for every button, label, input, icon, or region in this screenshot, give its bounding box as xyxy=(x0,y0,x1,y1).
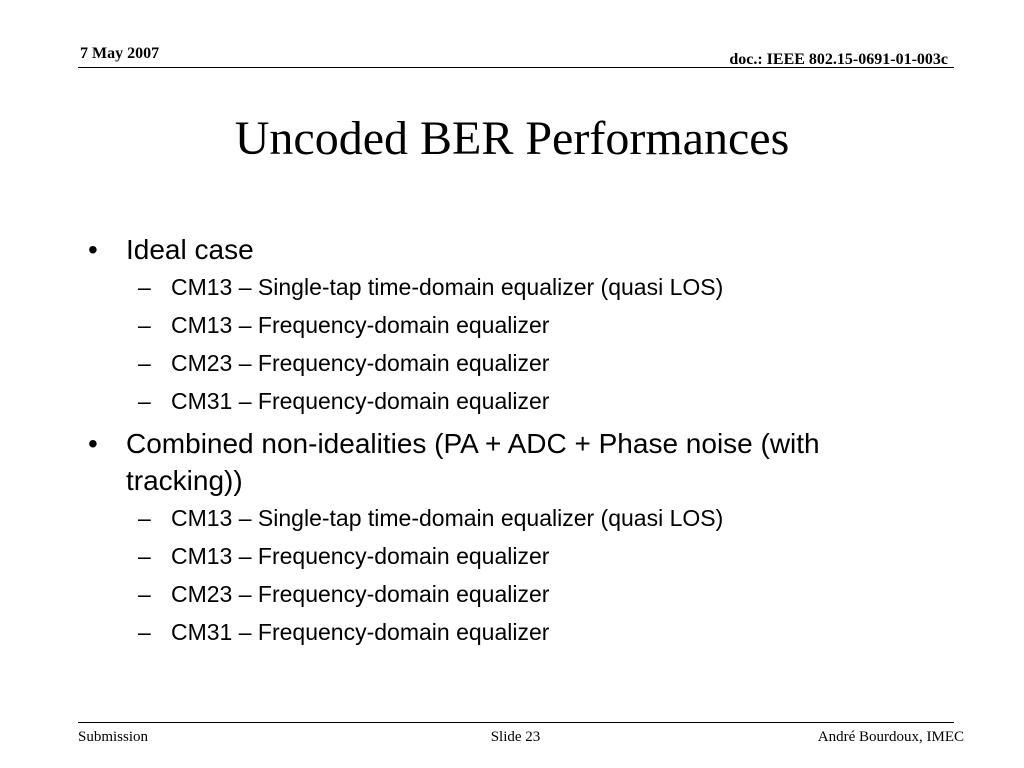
slide-title: Uncoded BER Performances xyxy=(234,112,790,165)
sub-item-text: CM23 – Frequency-domain equalizer xyxy=(171,581,550,607)
bullet-item xyxy=(88,425,918,499)
dash-icon: – xyxy=(138,274,151,300)
dash-icon: – xyxy=(138,505,151,531)
dash-icon: – xyxy=(138,350,151,376)
sub-item xyxy=(88,613,918,651)
dash-icon: – xyxy=(138,619,151,645)
sub-item-text: CM31 – Frequency-domain equalizer xyxy=(171,388,550,414)
footer-rule xyxy=(78,722,954,723)
sub-item xyxy=(88,344,918,382)
bullet-dot-icon: • xyxy=(88,234,98,265)
sub-list xyxy=(88,268,918,420)
footer-author: André Bourdoux, IMEC xyxy=(817,729,964,745)
sub-item-text: CM13 – Frequency-domain equalizer xyxy=(171,543,550,569)
header-rule xyxy=(78,67,954,68)
dash-icon: – xyxy=(138,543,151,569)
sub-item xyxy=(88,575,918,613)
dash-icon: – xyxy=(138,581,151,607)
sub-item-text: CM13 – Single-tap time-domain equalizer (quasi LOS) xyxy=(171,274,724,300)
header-doc-id: doc.: IEEE 802.15-0691-01-003c xyxy=(729,51,948,68)
bullet-dot-icon: • xyxy=(88,428,98,459)
dash-icon: – xyxy=(138,312,151,338)
sub-item-text: CM13 – Frequency-domain equalizer xyxy=(171,312,550,338)
dash-icon: – xyxy=(138,388,151,414)
bullet-item xyxy=(88,231,918,268)
footer-submission: Submission xyxy=(78,729,149,745)
sub-item xyxy=(88,306,918,344)
footer-slide-number: Slide 23 xyxy=(490,729,541,745)
sub-item xyxy=(88,499,918,537)
sub-item xyxy=(88,537,918,575)
bullet-text: Ideal case xyxy=(126,234,254,265)
sub-item-text: CM13 – Single-tap time-domain equalizer (quasi LOS) xyxy=(171,505,724,531)
slide-content xyxy=(88,226,918,651)
bullet-text: Combined non-idealities (PA + ADC + Phase noise (with tracking)) xyxy=(126,428,820,496)
sub-item-text: CM31 – Frequency-domain equalizer xyxy=(171,619,550,645)
header-date: 7 May 2007 xyxy=(80,45,160,62)
sub-item-text: CM23 – Frequency-domain equalizer xyxy=(171,350,550,376)
sub-item xyxy=(88,382,918,420)
sub-item xyxy=(88,268,918,306)
sub-list xyxy=(88,499,918,651)
